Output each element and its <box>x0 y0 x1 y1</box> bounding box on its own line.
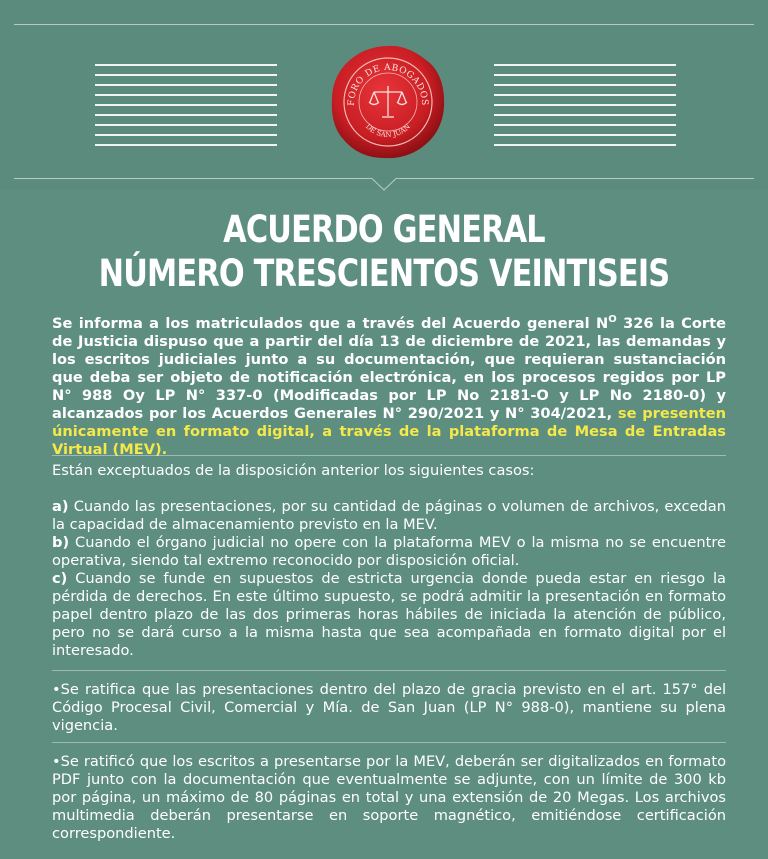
chevron-notch-icon <box>372 170 396 192</box>
exceptions-heading: Están exceptuados de la disposición anterior los siguientes casos: <box>52 462 535 479</box>
svg-text:DE SAN JUAN: DE SAN JUAN <box>363 122 413 140</box>
wax-seal-logo <box>328 42 448 162</box>
divider <box>52 455 726 456</box>
divider <box>52 670 726 671</box>
page-title <box>69 208 699 296</box>
ratification-paragraph-2: •Se ratificó que los escritos a presentarse por la MEV, deberán ser digitalizados en formato PDF junto con la documentación que eventualmente se adjunte, con un límite de 300 kb por página, un máximo de 80 páginas en total y una extensión de 20 Megas. Los archivos multimedia deberán presentarse en soporte magnético, emitiéndose certificación correspondiente. <box>52 753 726 842</box>
highlighted-statement: se presenten únicamente en formato digital, a través de la plataforma de Mesa de Entradas Virtual (MEV). <box>52 405 726 458</box>
title-line-1: ACUERDO GENERAL <box>223 208 545 251</box>
exception-item-b: b) Cuando el órgano judicial no opere con la plataforma MEV o la misma no se encuentre operativa, siendo tal extremo reconocido por disposición oficial. <box>52 534 726 569</box>
svg-text:FORO DE ABOGADOS: FORO DE ABOGADOS <box>346 62 430 107</box>
bottom-border-line-right <box>396 178 754 179</box>
ratification-paragraph-1: •Se ratifica que las presentaciones dentro del plazo de gracia previsto en el art. 157° del Código Procesal Civil, Comercial y Mía. de San Juan (LP N° 988-0), mantiene su plena vigencia. <box>52 681 726 734</box>
intro-paragraph: Se informa a los matriculados que a través del Acuerdo general $N^O$ 326 la Corte de Justicia dispuso que a partir del día 13 de diciembre de 2021, las demandas y los escritos judiciales junto a su documentación, que requieran sustanciación que deba ser objeto de notificación electrónica, en los procesos regidos por LP N° 988 Oy LP N° 337-0 (Modificadas por LP No 2181-O y LP No 2180-0) y alcanzados por los Acuerdos Generales N° 290/2021 y N° 304/2021, se presenten únicamente en formato digital, a través de la plataforma de Mesa de Entradas Virtual (MEV). <box>52 314 726 458</box>
title-line-2: NÚMERO TRESCIENTOS VEINTISEIS <box>98 252 670 295</box>
decorative-stripes-left <box>95 64 277 146</box>
divider <box>52 742 726 743</box>
top-border-line <box>14 24 754 25</box>
exception-item-c: c) Cuando se funde en supuestos de estricta urgencia donde pueda estar en riesgo la pérdida de derechos. En este último supuesto, se podrá admitir la presentación en formato papel dentro plazo de las dos primeras horas hábiles de iniciada la atención de público, pero no se dará curso a la misma hasta que sea acompañada en formato digital por el interesado. <box>52 570 726 659</box>
exception-item-a: a) Cuando las presentaciones, por su cantidad de páginas o volumen de archivos, excedan la capacidad de almacenamiento previsto en la MEV. <box>52 498 726 533</box>
header-band <box>0 0 768 190</box>
decorative-stripes-right <box>494 64 676 146</box>
bottom-border-line-left <box>14 178 372 179</box>
exceptions-section <box>52 462 726 660</box>
